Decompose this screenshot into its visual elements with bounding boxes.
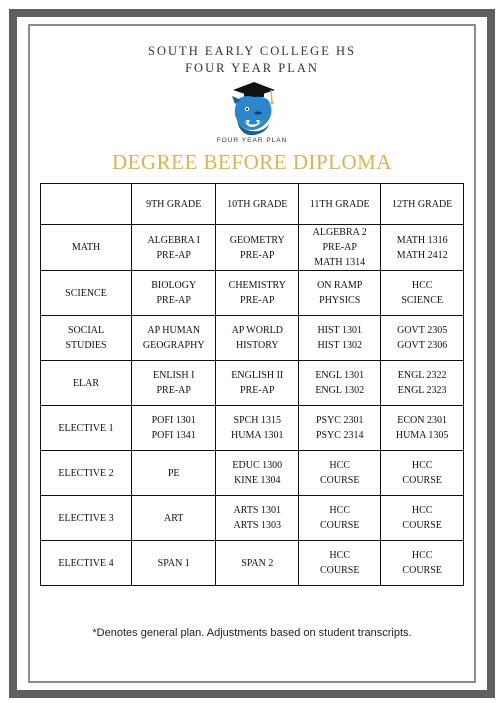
course-line: CHEMISTRY [228,280,286,291]
column-header-12th: 12TH GRADE [381,184,464,225]
course-line: HISTORY [235,340,279,351]
table-row [41,316,464,361]
course-cell [132,496,216,541]
course-line: PRE-AP [240,249,275,261]
course-cell [381,496,464,541]
table-row [41,271,464,316]
course-line: GOVT 2305 [397,325,448,336]
headline: DEGREE BEFORE DIPLOMA [111,150,392,174]
column-header-10th: 10TH GRADE [216,184,299,225]
course-line: COURSE [402,520,442,531]
course-line: HCC [329,550,350,561]
course-cell [381,451,464,496]
course-line: PSYC 2301 [315,415,364,426]
course-line: HIST 1301 [317,325,362,336]
course-line: ON RAMP [317,280,363,291]
row-subject [41,406,132,451]
course-line: PSYC 2314 [315,430,364,441]
course-cell [299,225,381,271]
row-subject [41,451,132,496]
course-line: SPAN 2 [241,557,274,569]
course-cell [132,541,216,586]
course-cell [132,225,216,271]
course-line: GEOMETRY [229,234,285,246]
column-header-blank [41,184,132,225]
course-line: AP WORLD [231,325,283,336]
course-line: ENGL 1301 [315,370,365,381]
course-line: ENLISH I [153,370,195,381]
course-line: POFI 1341 [151,430,196,441]
course-line: COURSE [319,475,360,486]
course-line: ENGL 2323 [397,385,447,396]
course-cell [299,496,381,541]
course-cell [299,406,381,451]
course-cell [299,361,381,406]
panther-graduation-cap-icon [227,80,277,136]
course-line: COURSE [402,475,442,486]
course-line: ENGL 1302 [315,385,365,396]
course-cell [132,406,216,451]
course-cell [216,541,299,586]
plan-title: FOUR YEAR PLAN [185,61,319,75]
course-cell [216,496,299,541]
course-cell [216,271,299,316]
course-cell [381,406,464,451]
course-line: PRE-AP [156,295,191,306]
course-cell [216,316,299,361]
subject-line: ELECTIVE 4 [58,557,114,569]
course-line: ECON 2301 [397,415,448,426]
course-line: HIST 1302 [317,340,362,351]
course-line: ALGEBRA 2 [312,227,367,238]
course-cell [381,316,464,361]
course-line: PRE-AP [156,249,191,261]
course-line: HCC [329,460,350,471]
row-subject [41,496,132,541]
course-line: ENGL 2322 [397,370,447,381]
course-line: MATH 1314 [314,257,366,268]
course-cell [132,361,216,406]
table-header-row [41,184,464,225]
table-row [41,406,464,451]
course-cell [299,451,381,496]
subject-line: SCIENCE [65,287,107,299]
course-line: MATH 1316 [396,234,448,246]
course-line: HUMA 1305 [395,430,449,441]
course-cell [216,406,299,451]
course-cell [216,451,299,496]
subject-line: ELAR [72,377,100,389]
course-line: HCC [411,280,433,291]
table-body [41,225,464,586]
course-line: PRE-AP [322,242,357,253]
course-cell [216,361,299,406]
course-line: GOVT 2306 [397,340,448,351]
row-subject [41,225,132,271]
subject-line: ELECTIVE 3 [58,512,114,524]
table-row [41,361,464,406]
inner-frame [28,24,476,683]
course-line: ART [164,512,184,524]
course-line: KINE 1304 [234,475,281,486]
school-name: SOUTH EARLY COLLEGE HS [148,44,356,58]
course-line: HCC [411,505,433,516]
subject-line: STUDIES [65,340,107,351]
course-line: COURSE [319,565,360,576]
course-line: HCC [411,550,433,561]
course-line: BIOLOGY [151,280,197,291]
subject-line: ELECTIVE 1 [58,422,114,434]
course-line: AP HUMAN [147,325,201,336]
course-cell [381,541,464,586]
course-line: PHYSICS [319,295,361,306]
row-subject [41,361,132,406]
course-cell [216,225,299,271]
course-line: COURSE [319,520,360,531]
course-line: SCIENCE [401,295,443,306]
course-line: GEOGRAPHY [142,340,205,351]
course-cell [299,541,381,586]
course-line: PE [167,467,180,479]
subject-line: ELECTIVE 2 [58,467,114,479]
subject-line: MATH [71,242,101,253]
course-line: EDUC 1300 [232,460,283,471]
course-cell [381,361,464,406]
course-line: COURSE [402,565,442,576]
row-subject [41,316,132,361]
row-subject [41,271,132,316]
course-line: MATH 2412 [396,249,448,261]
course-line: PRE-AP [156,385,191,396]
column-header-9th: 9TH GRADE [132,184,216,225]
course-line: HCC [329,505,350,516]
table-row [41,225,464,271]
column-header-11th: 11TH GRADE [299,184,381,225]
course-cell [381,271,464,316]
four-year-plan-table [40,183,464,586]
course-line: POFI 1301 [151,415,196,426]
course-line: HUMA 1301 [231,430,284,441]
course-cell [299,316,381,361]
course-line: PRE-AP [240,385,275,396]
subject-line: SOCIAL [67,325,105,336]
course-cell [299,271,381,316]
course-cell [132,451,216,496]
course-cell [132,271,216,316]
footnote: *Denotes general plan. Adjustments based on student transcripts. [92,627,412,639]
course-line: ARTS 1303 [233,520,281,531]
row-subject [41,541,132,586]
course-line: HCC [411,460,433,471]
outer-frame [9,9,495,698]
course-line: ALGEBRA I [147,234,200,246]
table-row [41,496,464,541]
course-cell [132,316,216,361]
logo-caption: FOUR YEAR PLAN [216,137,288,144]
table-row [41,451,464,496]
course-line: PRE-AP [240,295,275,306]
course-line: SPCH 1315 [233,415,282,426]
course-line: ARTS 1301 [233,505,281,516]
course-cell [381,225,464,271]
course-line: ENGLISH II [231,370,284,381]
table-row [41,541,464,586]
course-line: SPAN 1 [157,557,190,569]
